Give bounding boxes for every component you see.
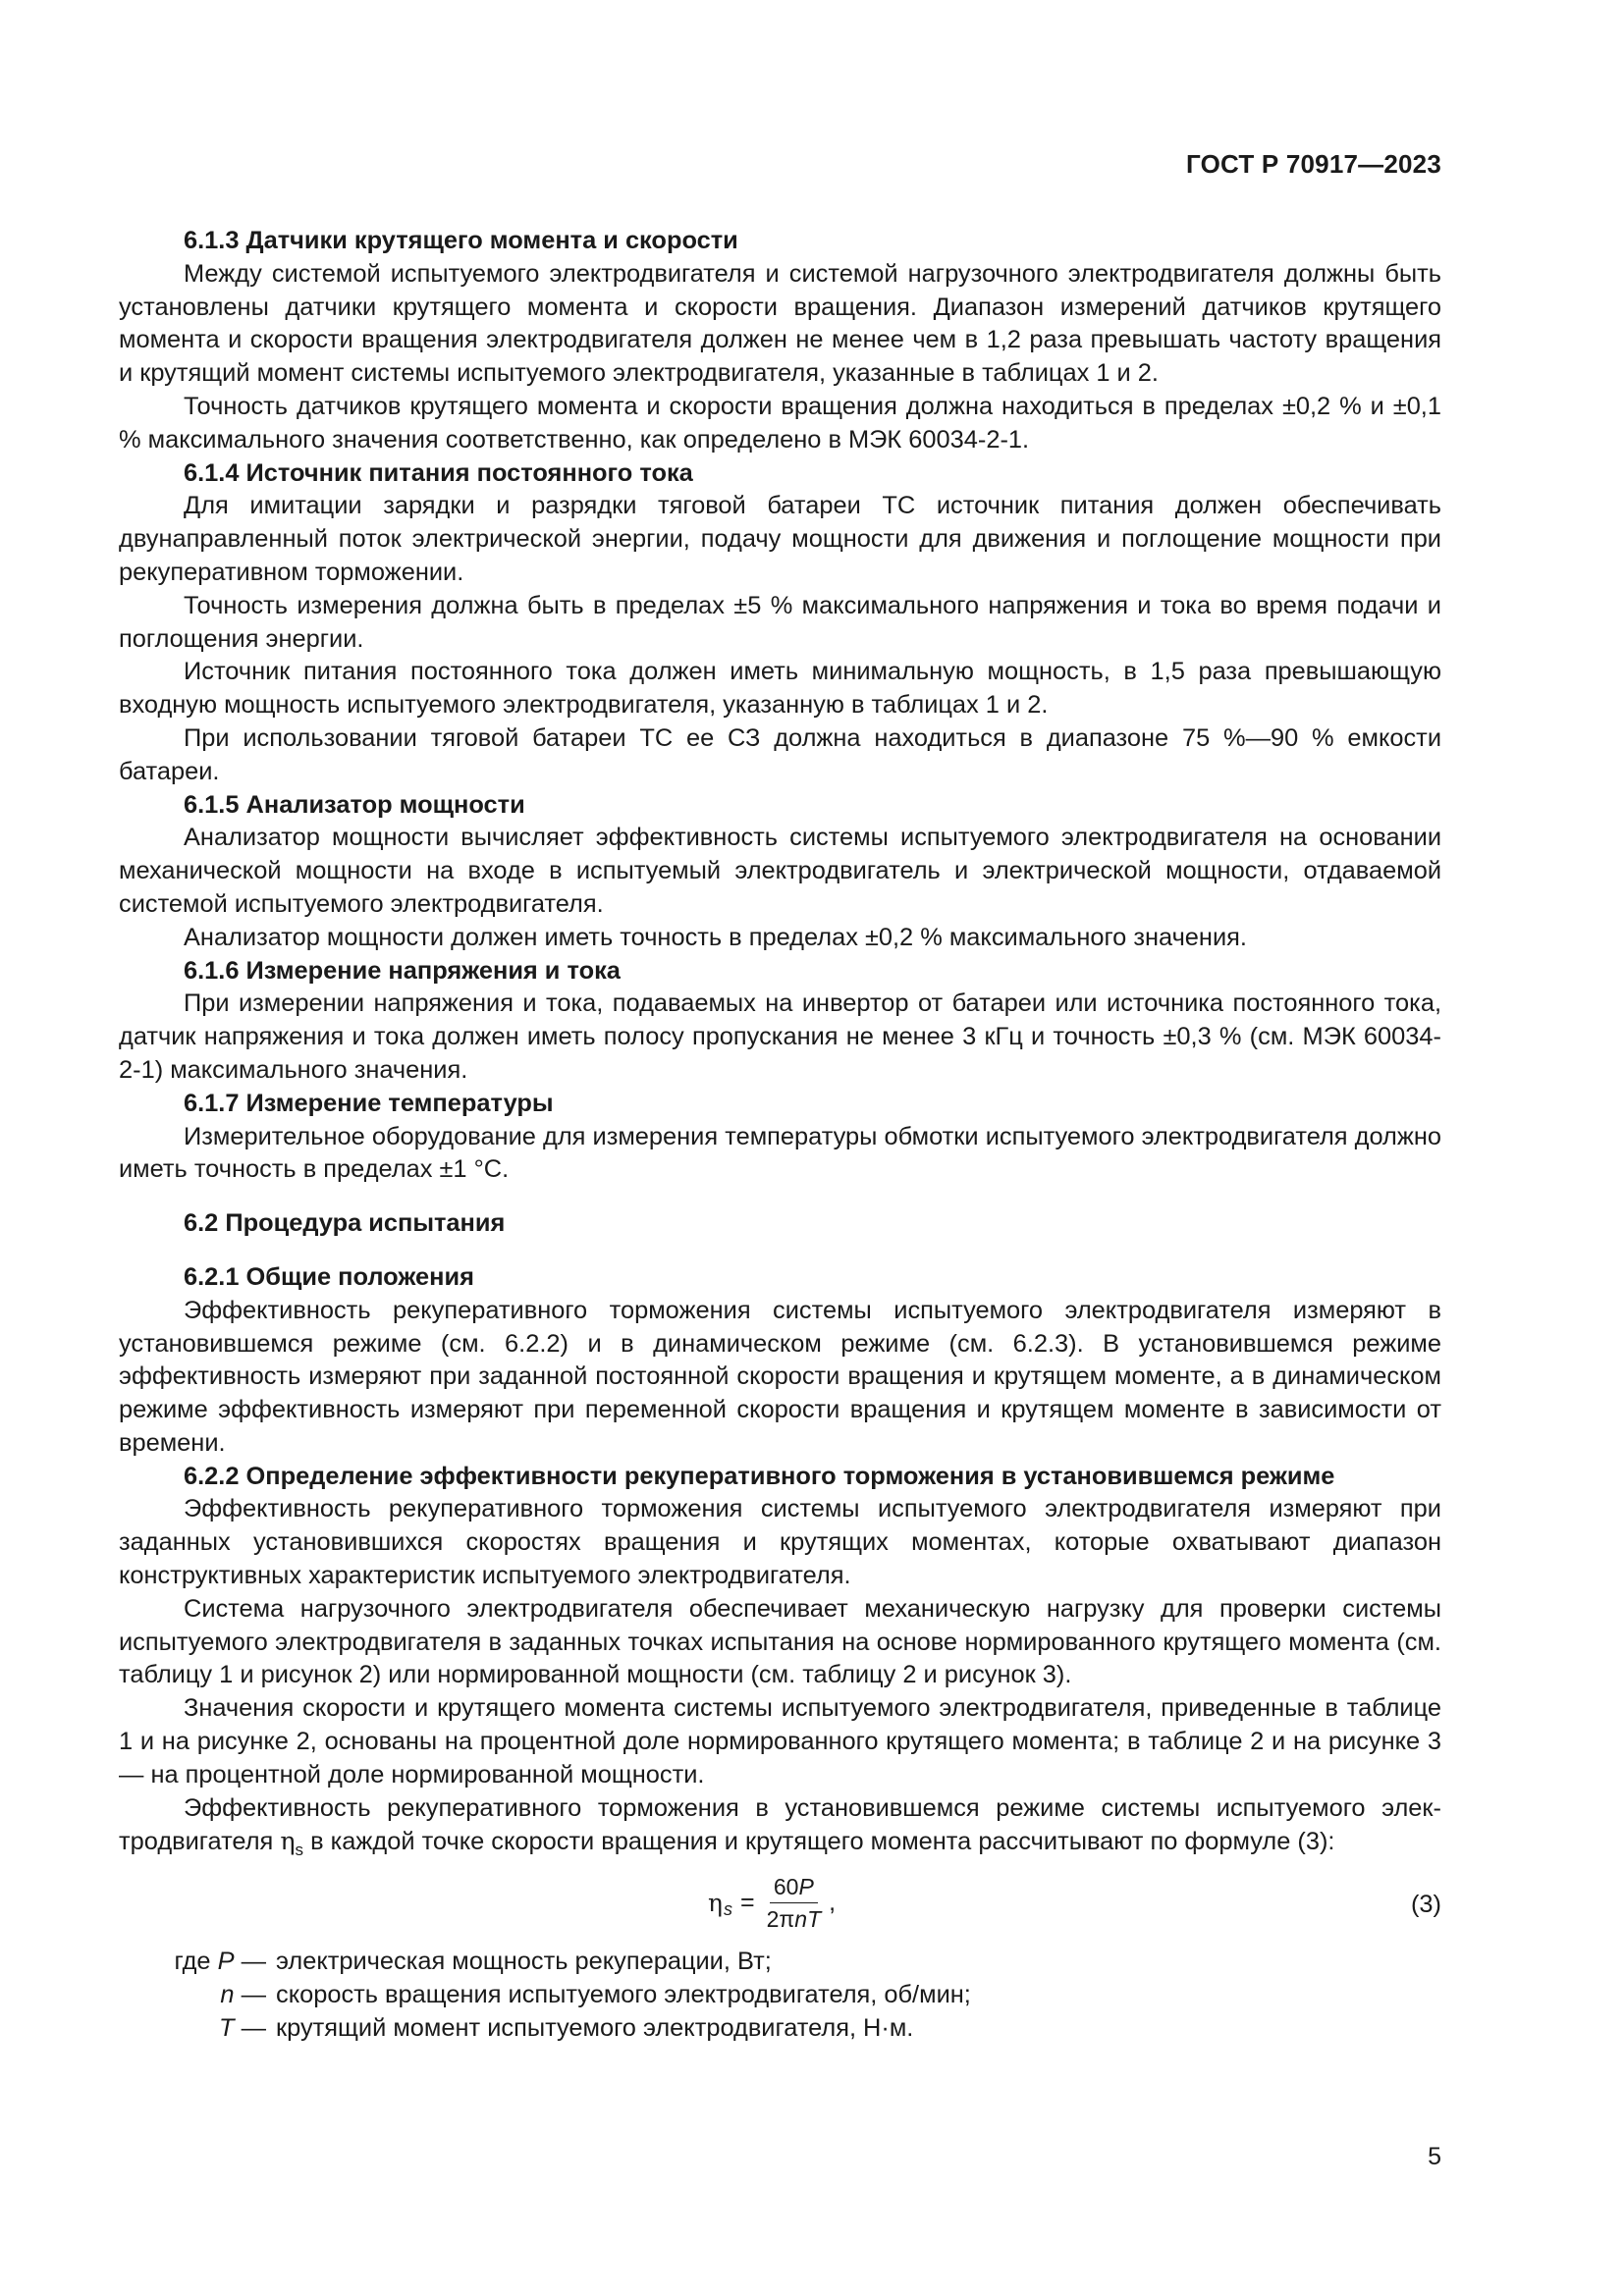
paragraph: Анализатор мощности вычисляет эффективность системы испытуемого электродвигателя на основании механической мощности на входе в испытуемый электродвигатель и электрической мощности, отдаваемой системой испытуемого электродвигателя. — [119, 824, 1441, 918]
formula-eta: η — [708, 1888, 723, 1917]
formula-equals: = — [739, 1888, 755, 1916]
where-item: T — крутящий момент испытуемого электродвигателя, Н·м. — [219, 2014, 914, 2043]
heading-6-1-4: 6.1.4 Источник питания постоянного тока — [184, 458, 693, 487]
formula-fraction — [763, 1873, 826, 1933]
where-item: где P — электрическая мощность рекуперации, Вт; — [174, 1948, 772, 1976]
eta-subscript: s — [295, 1841, 304, 1860]
paragraph: Между системой испытуемого электродвигателя и системой нагрузочного электродвигателя должны быть установлены датчики крутящего момента и скорости вращения. Диапазон измерений датчиков крутящего момента и скорости вращения электродвигателя должен не менее чем в 1,2 раза превышать частоту вращения и крутящий момент системы испытуемого электродвигателя, указанные в таблицах 1 и 2. — [119, 259, 1441, 388]
paragraph: Система нагрузочного электродвигателя обеспечивает механическую нагрузку для проверки системы испытуемого электродвигателя в заданных точках испытания на основе нормированного крутящего момента (см. таблицу 1 и рисунок 2) или нормированной мощности (см. таблицу 2 и рисунок 3). — [119, 1594, 1441, 1689]
heading-6-2: 6.2 Процедура испытания — [184, 1209, 506, 1238]
formula-numerator: 60P — [770, 1873, 818, 1903]
heading-6-1-5: 6.1.5 Анализатор мощности — [184, 790, 525, 819]
eta-symbol: η — [280, 1826, 296, 1856]
paragraph: Источник питания постоянного тока должен иметь минимальную мощность, в 1,5 раза превышающую входную мощность испытуемого электродвигателя, указанную в таблицах 1 и 2. — [119, 658, 1441, 720]
heading-6-1-7: 6.1.7 Измерение температуры — [184, 1089, 554, 1117]
heading-6-2-1: 6.2.1 Общие положения — [184, 1262, 474, 1291]
formula-number: (3) — [1410, 1891, 1441, 1919]
paragraph: При измерении напряжения и тока, подаваемых на инвертор от батареи или источника постоянного тока, датчик напряжения и тока должен иметь полосу пропускания не менее 3 кГц и точность ±0,3 % (см. МЭК 60034-2-1) максимального значения. — [119, 989, 1441, 1084]
paragraph: Анализатор мощности должен иметь точность в пределах ±0,2 % максимального значения. — [184, 923, 1247, 951]
page-number: 5 — [1428, 2143, 1441, 2170]
where-item: n — скорость вращения испытуемого электродвигателя, об/мин; — [220, 1981, 971, 2009]
paragraph: Эффективность рекуперативного торможения системы испытуемого электродвигателя измеряют в установившемся режиме (см. 6.2.2) и в динамическом режиме (см. 6.2.3). В установившемся режиме эффективность измеряют при заданной постоянной скорости вращения и крутящем моменте, а в динамическом режиме эффективность измеряют при переменной скорости вращения и крутящем моменте в зависимости от времени. — [119, 1296, 1441, 1457]
paragraph-formula-intro: Эффективность рекуперативного торможения в установившемся режиме системы испытуемого электродвигателя $\eta_s$ в каждой точке скорости вращения и крутящего момента рассчитывают по формуле (3): — [119, 1793, 1441, 1860]
formula-comma: , — [829, 1888, 837, 1916]
paragraph: Измерительное оборудование для измерения температуры обмотки испытуемого электродвигателя должно иметь точность в пределах ±1 °С. — [119, 1122, 1441, 1184]
formula-subscript: s — [723, 1898, 732, 1919]
formula-3 — [119, 1869, 1441, 1946]
paragraph: При использовании тяговой батареи ТС ее СЗ должна находиться в диапазоне 75 %—90 % емкости батареи. — [119, 723, 1441, 785]
page-content — [119, 225, 1441, 2046]
paragraph: Эффективность рекуперативного торможения системы испытуемого электродвигателя измеряют при заданных установившихся скоростях вращения и крутящих моментах, которые охватывают диапазон конструктивных характеристик испытуемого электродвигателя. — [119, 1495, 1441, 1590]
heading-6-2-2: 6.2.2 Определение эффективности рекуперативного торможения в установившемся режиме — [184, 1462, 1335, 1490]
document-number: ГОСТ Р 70917—2023 — [1186, 149, 1441, 179]
formula-denominator: 2πnT — [766, 1906, 822, 1933]
heading-6-1-6: 6.1.6 Измерение напряжения и тока — [184, 956, 621, 985]
paragraph: Для имитации зарядки и разрядки тяговой батареи ТС источник питания должен обеспечивать двунаправленный поток электрической энергии, подачу мощности для движения и поглощение мощности при рекуперативном торможении. — [119, 492, 1441, 586]
paragraph: Значения скорости и крутящего момента системы испытуемого электродвигателя, приведенные в таблице 1 и на рисунке 2, основаны на процентной доле нормированного крутящего момента; в таблице 2 и на рисунке 3 — на процентной доле нормированной мощности. — [119, 1694, 1441, 1789]
paragraph: Точность измерения должна быть в пределах ±5 % максимального напряжения и тока во время подачи и поглощения энергии. — [119, 591, 1441, 653]
paragraph: Точность датчиков крутящего момента и скорости вращения должна находиться в пределах ±0,2 % и ±0,1 % максимального значения соответственно, как определено в МЭК 60034-2-1. — [119, 392, 1441, 454]
heading-6-1-3: 6.1.3 Датчики крутящего момента и скорости — [184, 227, 738, 254]
